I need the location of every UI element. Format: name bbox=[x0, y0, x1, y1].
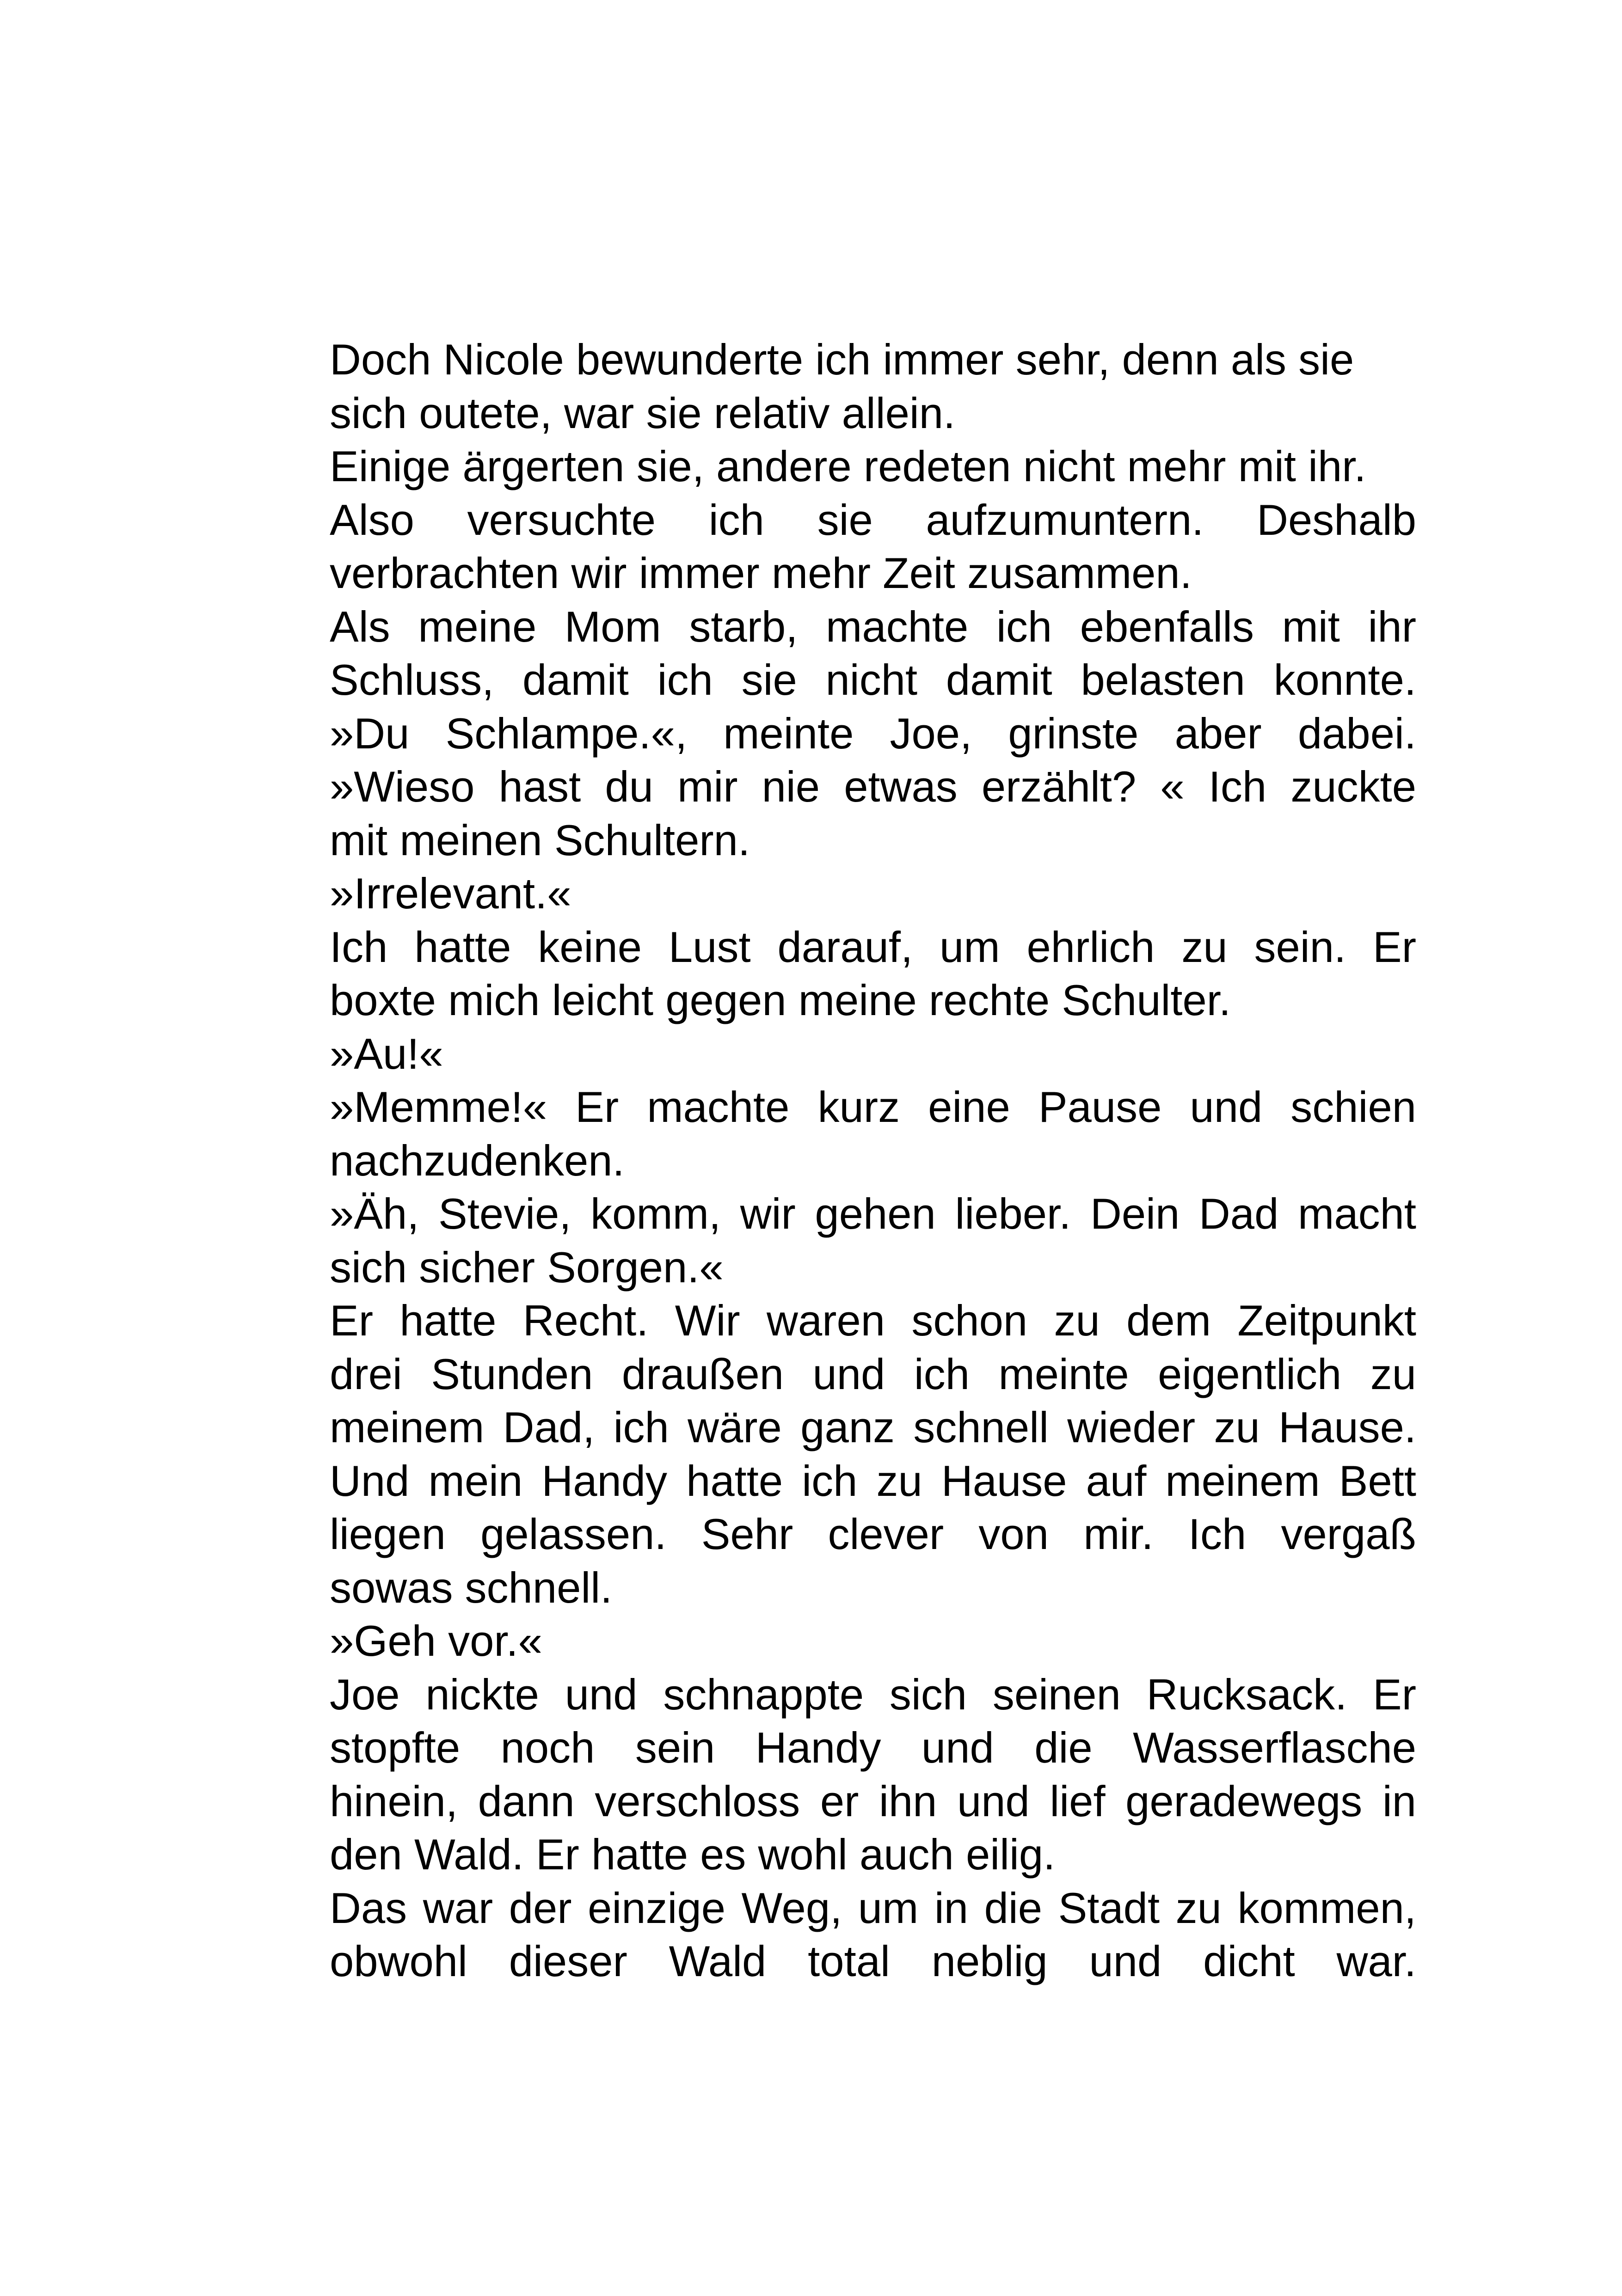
text-line: Einige ärgerten sie, andere redeten nicht mehr mit ihr. bbox=[330, 442, 1366, 490]
text-line: boxte mich leicht gegen meine rechte Schulter. bbox=[330, 976, 1231, 1024]
text-line: »Wieso hast du mir nie etwas erzählt? « Ich zuckte bbox=[330, 762, 1416, 811]
text-line: Er hatte Recht. Wir waren schon zu dem Zeitpunkt bbox=[330, 1296, 1416, 1345]
text-line: den Wald. Er hatte es wohl auch eilig. bbox=[330, 1830, 1056, 1879]
text-line: meinem Dad, ich wäre ganz schnell wieder zu Hause. bbox=[330, 1403, 1416, 1451]
text-line: sich sicher Sorgen.« bbox=[330, 1243, 724, 1292]
text-line: »Geh vor.« bbox=[330, 1616, 542, 1665]
text-line: Joe nickte und schnappte sich seinen Rucksack. Er bbox=[330, 1670, 1416, 1719]
text-line: liegen gelassen. Sehr clever von mir. Ich vergaß bbox=[330, 1510, 1416, 1558]
text-line: verbrachten wir immer mehr Zeit zusammen. bbox=[330, 549, 1192, 597]
body-text bbox=[330, 333, 1416, 1988]
text-line: obwohl dieser Wald total neblig und dicht war. bbox=[330, 1937, 1416, 1985]
text-line: Das war der einzige Weg, um in die Stadt zu kommen, bbox=[330, 1883, 1416, 1932]
text-line: stopfte noch sein Handy und die Wasserflasche bbox=[330, 1723, 1416, 1772]
text-line: »Memme!« Er machte kurz eine Pause und schien bbox=[330, 1083, 1416, 1131]
text-line: »Äh, Stevie, komm, wir gehen lieber. Dein Dad macht bbox=[330, 1189, 1416, 1238]
text-line: »Au!« bbox=[330, 1029, 443, 1078]
text-line: drei Stunden draußen und ich meinte eigentlich zu bbox=[330, 1349, 1416, 1398]
text-line: sich outete, war sie relativ allein. bbox=[330, 388, 956, 437]
text-line: mit meinen Schultern. bbox=[330, 815, 750, 864]
text-line: Und mein Handy hatte ich zu Hause auf meinem Bett bbox=[330, 1456, 1416, 1505]
text-line: nachzudenken. bbox=[330, 1136, 625, 1185]
text-line: Ich hatte keine Lust darauf, um ehrlich zu sein. Er bbox=[330, 922, 1416, 971]
text-line: »Du Schlampe.«, meinte Joe, grinste aber dabei. bbox=[330, 709, 1416, 758]
text-line: Schluss, damit ich sie nicht damit belasten konnte. bbox=[330, 655, 1416, 704]
text-line: sowas schnell. bbox=[330, 1563, 613, 1612]
text-line: Doch Nicole bewunderte ich immer sehr, denn als sie bbox=[330, 335, 1354, 384]
text-line: Also versuchte ich sie aufzumuntern. Deshalb bbox=[330, 495, 1416, 544]
text-line: Als meine Mom starb, machte ich ebenfalls mit ihr bbox=[330, 602, 1416, 651]
text-line: hinein, dann verschloss er ihn und lief geradewegs in bbox=[330, 1776, 1416, 1825]
text-line: »Irrelevant.« bbox=[330, 869, 571, 918]
